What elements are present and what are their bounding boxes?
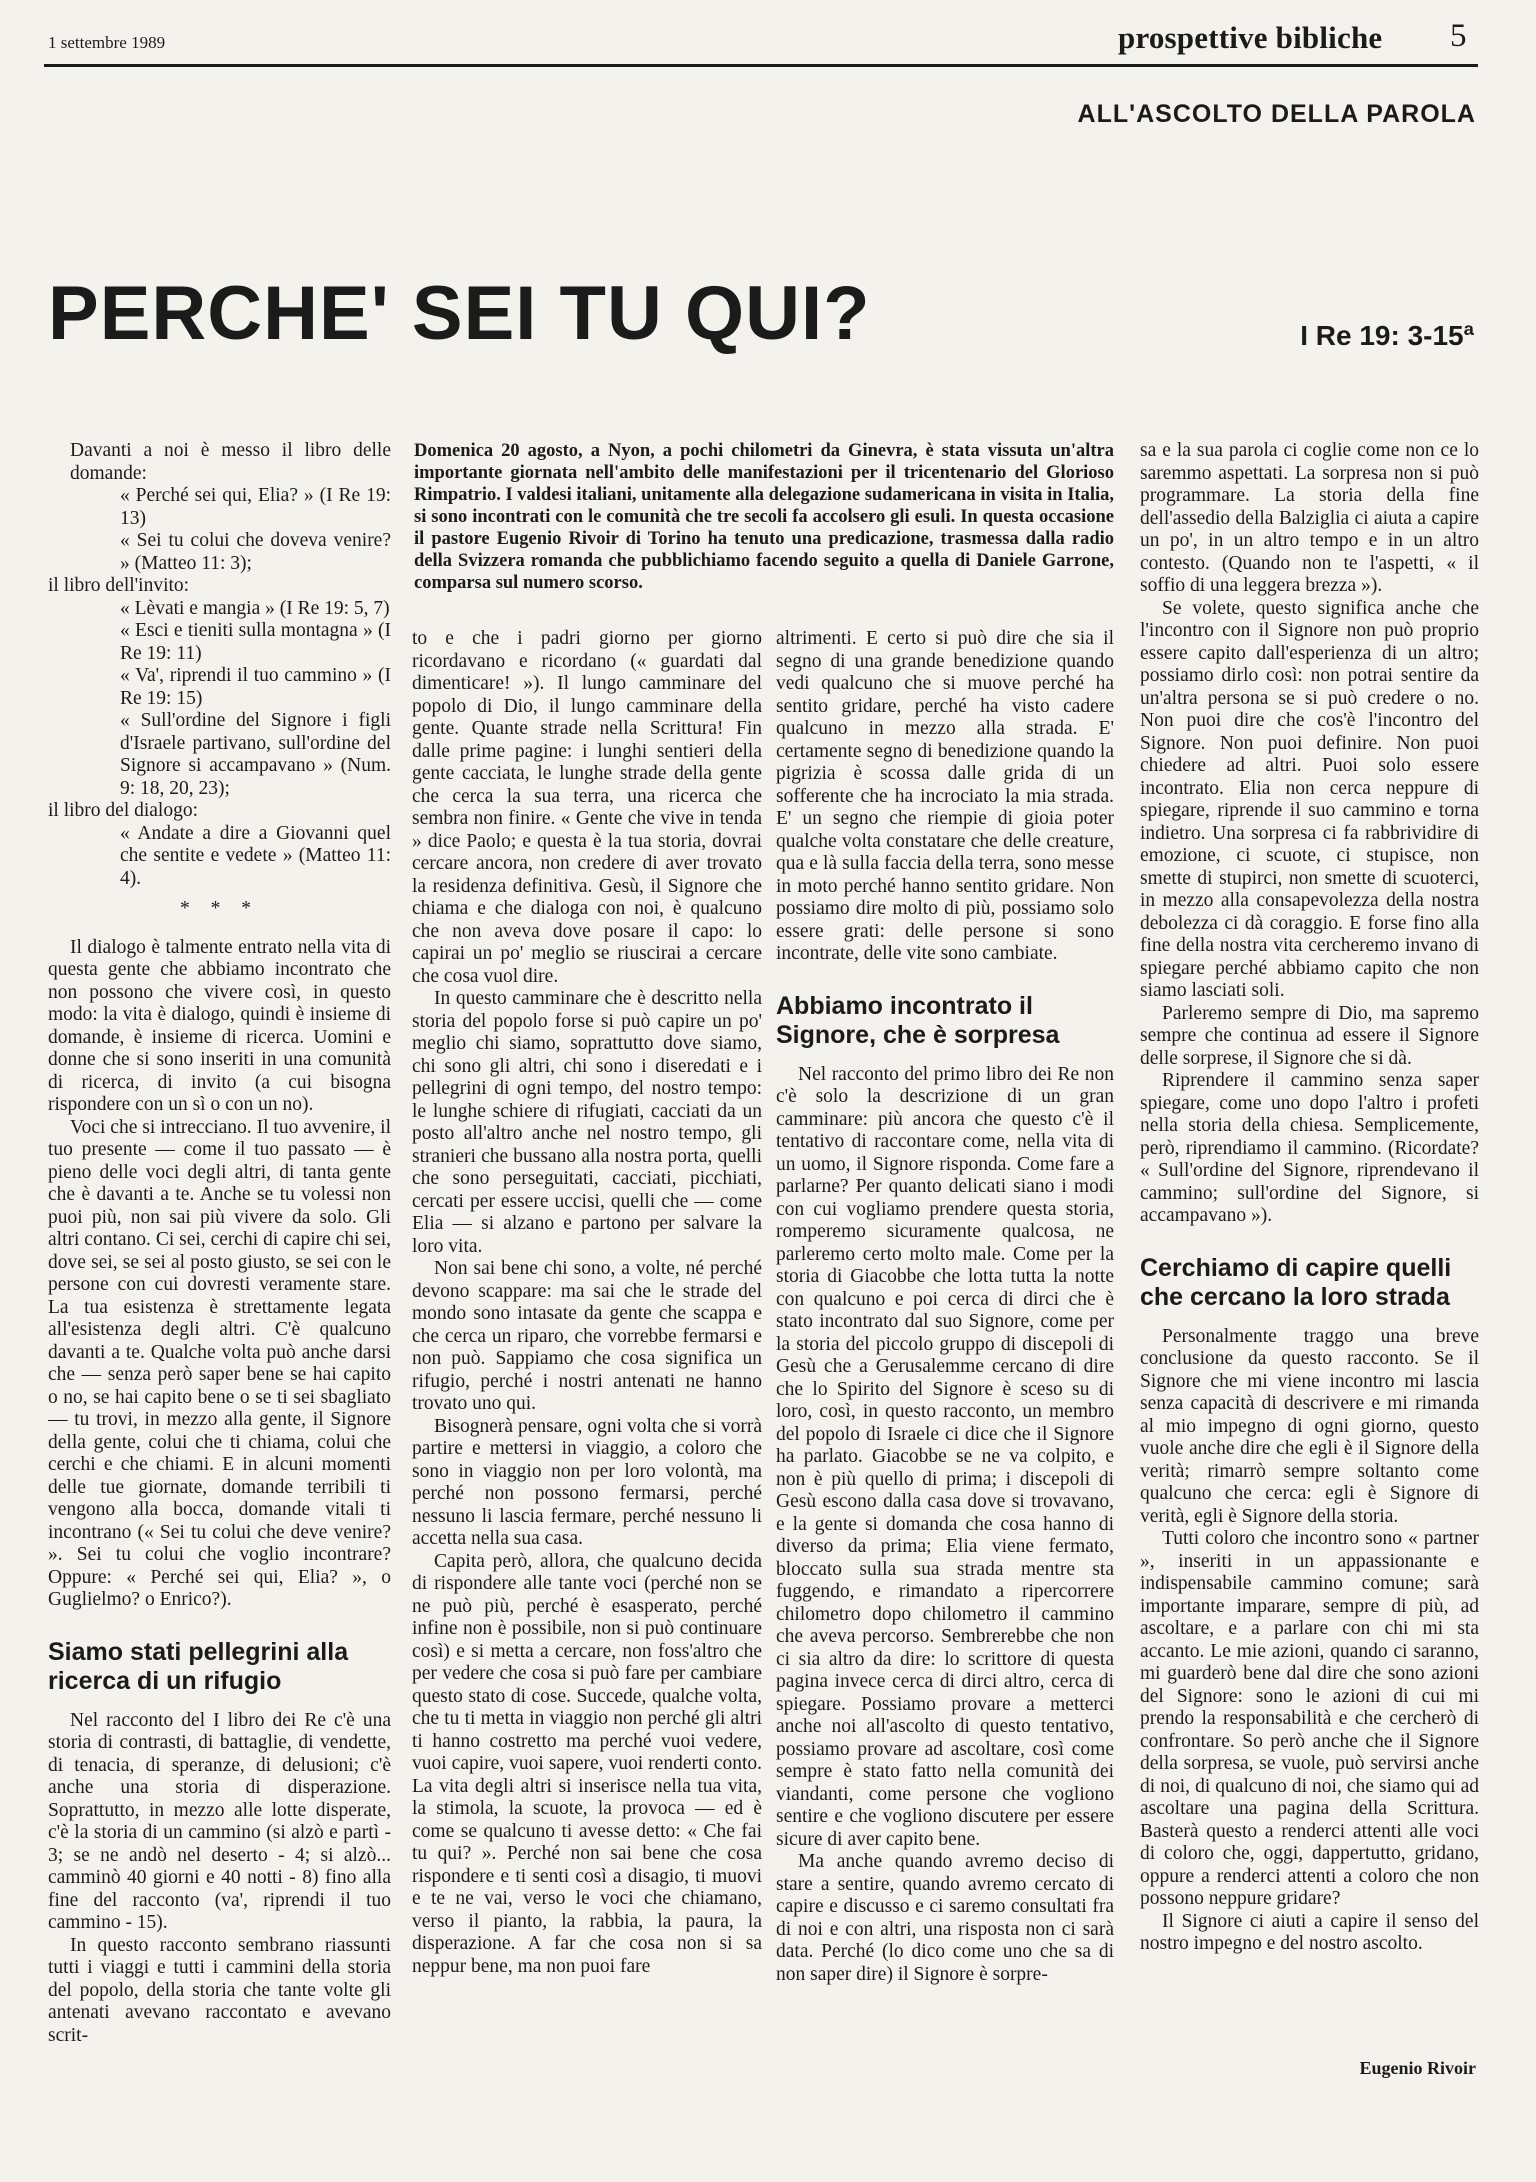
subheading: Abbiamo incontrato il Signore, che è sorpresa	[776, 991, 1060, 1049]
quote: « Sei tu colui che doveva venire? » (Matteo 11: 3);	[120, 530, 391, 574]
paragraph: Riprendere il cammino senza saper spiegare, come uno dopo l'altro i profeti nella storia della chiesa. Semplicemente, però, riprendiamo il cammino. (Ricordate? « Sull'ordine del Signore, riprendevano il cammino; sull'ordine del Signore, si accampavano »).	[1140, 1070, 1479, 1226]
paragraph: sa e la sua parola ci coglie come non ce lo saremmo aspettati. La sorpresa non si può programmare. La storia della fine dell'assedio della Balziglia ci aiuta a capire un po', in un altro tempo e in un altro contesto. (Quando non te l'aspetti, « il soffio di una leggera brezza »).	[1140, 440, 1479, 596]
paragraph: Personalmente traggo una breve conclusione da questo racconto. Se il Signore che mi viene incontro mi lascia senza capacità di descrivere e mi rimanda al mio impegno di ogni giorno, questo vuole anche dire che egli è il Signore della verità; rimarrò sempre soltanto come qualcuno che cerca: egli è Signore di verità, egli è Signore della storia.	[1140, 1325, 1479, 1527]
quote: « Va', riprendi il tuo cammino » (I Re 19: 15)	[120, 665, 391, 709]
quote: « Andate a dire a Giovanni quel che sentite e vedete » (Matteo 11: 4).	[120, 822, 391, 889]
paragraph: Non sai bene chi sono, a volte, né perché devono scappare: ma sai che le strade del mondo sono intasate da gente che scappa e che cerca un riparo, che vorrebbe fermarsi e non può. Sappiamo che cosa significa un rifugio, perché i nostri antenati ne hanno trovato uno qui.	[412, 1258, 762, 1414]
article-headline: PERCHE' SEI TU QUI?	[48, 271, 871, 356]
paragraph: Nel racconto del primo libro dei Re non c'è solo la descrizione di un gran camminare: più ancora che questo c'è il tentativo di raccontare come, nella vita di un uomo, il Signore risponda. Come fare a parlarne? Per quanto delicati siano i modi con cui vogliamo prendere questa storia, romperemo sicuramente qualcosa, ne parleremo certo molto male. Come per la storia di Giacobbe che lotta tutta la notte con qualcuno e poi cerca di dirci che è stato incontrato dal suo Signore, come per la storia del piccolo gruppo di discepoli di Gesù che a Gerusalemme cercano di dire che lo Spirito del Signore è sceso su di loro, così, in questo racconto, un membro del popolo di Israele ci dice che il Signore ha parlato. Giacobbe se ne va colpito, e non è più quello di prima; i discepoli di Gesù escono dalla casa dove si trovavano, e la gente si domanda che cosa hanno di diverso da prima; Elia viene fermato, bloccato sulla sua strada mentre sta fuggendo, e rimandato a ripercorrere chilometro dopo chilometro il cammino che aveva percorso. Sembrerebbe che non ci sia altro da dire: lo scrittore di questa pagina invece cerca di dirci altro, cerca di spiegare. Possiamo provare a metterci anche noi all'ascolto di questo tentativo, possiamo provare ad ascoltare, così come sempre è stato fatto nella comunità dei viandanti, come persone che vogliono sentire e che vogliono discutere per essere sicure di aver capito bene.	[776, 1063, 1114, 1850]
bible-reference: I Re 19: 3-15ª	[1300, 320, 1474, 351]
subheading: Cerchiamo di capire quelli che cercano la loro strada	[1140, 1253, 1452, 1311]
paragraph: Davanti a noi è messo il libro delle domande:	[70, 440, 391, 484]
column-1	[48, 440, 391, 2047]
author-signature: Eugenio Rivoir	[1359, 2058, 1476, 2078]
quote: « Esci e tieniti sulla montagna » (I Re 19: 11)	[120, 620, 391, 664]
subheading: Siamo stati pellegrini alla ricerca di un rifugio	[48, 1637, 349, 1695]
paragraph: Parleremo sempre di Dio, ma sapremo sempre che continua ad essere il Signore delle sorprese, il Signore che si dà.	[1140, 1002, 1479, 1069]
paragraph: il libro dell'invito:	[48, 575, 190, 596]
paragraph: Il dialogo è talmente entrato nella vita di questa gente che abbiamo incontrato che non possono che vivere così, in questo modo: la vita è dialogo, quindi è insieme di domande, è insieme di ricerca. Uomini e donne che si sono inseriti in una comunità di ricerca, di invito (a cui bisogna rispondere con un sì o con un no).	[48, 936, 391, 1115]
quote: « Lèvati e mangia » (I Re 19: 5, 7)	[120, 597, 390, 619]
paragraph: Bisognerà pensare, ogni volta che si vorrà partire e mettersi in viaggio, a coloro che sono in viaggio non per loro volontà, ma perché non possono fermarsi, perché nessuno li lascia fermare, perché nessuno li accetta nella sua casa.	[412, 1415, 762, 1549]
column-4	[1140, 440, 1479, 1956]
paragraph: Tutti coloro che incontro sono « partner », inseriti in un appassionante e indispensabile cammino comune; sarà importante imparare, sempre di più, ad ascoltare, e a parlare con chi mi sta accanto. Le mie azioni, quando ci saranno, mi guarderò bene dal dire che sono azioni del Signore: sono le azioni di cui mi prendo la responsabilità e che cercherò di confrontare. So però anche che il Signore della sorpresa, se vuole, può servirsi anche di noi, di qualcuno di noi, che siamo qui ad ascoltare una pagina della Scrittura. Basterà questo a renderci attenti alle voci di coloro che, oggi, dappertutto, gridano, oppure a renderci attenti a coloro che non possono neppure gridare?	[1140, 1528, 1479, 1909]
paragraph: In questo camminare che è descritto nella storia del popolo forse si può capire un po' meglio chi siamo, soprattutto dove siamo, chi sono gli altri, chi sono i diseredati e i pellegrini di ogni tempo, del nostro tempo: le lunghe schiere di rifugiati, cacciati da un posto all'altro anche nel nostro tempo, gli stranieri che bussano alla nostra porta, quelli che sono perseguitati, cacciati, picchiati, cercati per essere uccisi, quelli che — come Elia — si alzano e partono per salvare la loro vita.	[412, 988, 762, 1257]
paragraph: In questo racconto sembrano riassunti tutti i viaggi e tutti i cammini della storia del popolo, della storia che tante volte gli antenati avevano raccontato e avevano scrit-	[48, 1934, 391, 2046]
paragraph: Il Signore ci aiuti a capire il senso del nostro impegno e del nostro ascolto.	[1140, 1910, 1479, 1954]
paragraph: altrimenti. E certo si può dire che sia il segno di una grande benedizione quando vedi qualcuno che si muove perché ha sentito gridare, perché ha visto cadere qualcuno in mezzo alla strada. E' certamente segno di benedizione quando la pigrizia è scossa dalle grida di un sofferente che ha incrociato la mia strada. E' un segno che riempie di gioia poter qualche volta constatare che delle creature, qua e là sulla faccia della terra, sono messe in moto perché hanno sentito gridare. Non possiamo dire molto di più, possiamo solo essere grati: delle persone si sono incontrate, delle vite sono cambiate.	[776, 628, 1114, 964]
page-number: 5	[1450, 18, 1467, 54]
section-title: ALL'ASCOLTO DELLA PAROLA	[1077, 100, 1476, 128]
issue-date: 1 settembre 1989	[48, 33, 166, 52]
paragraph: to e che i padri giorno per giorno ricordavano e ricordano (« guardati dal dimenticare! »). Il lungo camminare del popolo di Dio, il lungo camminare della gente. Quante strade nella Scrittura! Fin dalle prime pagine: i lunghi sentieri della gente cacciata, le lunghe strade della gente che cerca la sua terra, una ricerca che sembra non finire. « Gente che vive in tenda » dice Paolo; e questa è la tua storia, dovrai cercare ancora, non credere di aver trovato la residenza definitiva. Gesù, il Signore che chiama e che dialoga con noi, è qualcuno che non aveva dove posare il capo: lo capirai un po' meglio se riuscirai a cercare che cosa vuol dire.	[412, 628, 762, 987]
article-lead: Domenica 20 agosto, a Nyon, a pochi chilometri da Ginevra, è stata vissuta un'altra importante giornata nell'ambito delle manifestazioni per il tricentenario del Glorioso Rimpatrio. I valdesi italiani, unitamente alla delegazione sudamericana in visita in Italia, si sono incontrati con le comunità che tre secoli fa accolsero gli esuli. In questa occasione il pastore Eugenio Rivoir di Torino ha tenuto una predicazione, trasmessa dalla radio della Svizzera romanda che pubblichiamo facendo seguito a quella di Daniele Garrone, comparsa sul numero scorso.	[414, 441, 1114, 593]
column-3	[776, 628, 1114, 1986]
paragraph: Nel racconto del I libro dei Re c'è una storia di contrasti, di battaglie, di vendette, di tenacia, di speranze, di delusioni; c'è anche una storia di disperazione. Soprattutto, in mezzo alle lotte disperate, c'è la storia di un cammino (si alzò e partì - 3; se ne andò nel deserto - 4; si alzò... camminò 40 giorni e 40 notti - 8) fino alla fine del racconto (va', riprendi il tuo cammino - 15).	[48, 1709, 391, 1933]
section-separator: * * *	[180, 898, 259, 919]
header-rule	[44, 64, 1478, 67]
paragraph: Voci che si intrecciano. Il tuo avvenire, il tuo presente — come il tuo passato — è pieno delle voci degli altri, di tanta gente che è davanti a te. Anche se tu volessi non puoi più, non sai più vivere da solo. Gli altri contano. Ci sei, cerchi di capire chi sei, dove sei, se sei al posto giusto, se sei con le persone con cui dovresti veramente stare. La tua esistenza è strettamente legata all'esistenza degli altri. C'è qualcuno davanti a te. Qualche volta può anche darsi che — senza però saper bene se hai capito o no, se hai capito bene o se ti sei sbagliato — tu trovi, in mezzo alla gente, il Signore della gente, colui che ti chiama, colui che cerchi e che chiami. E in alcuni momenti delle tue giornate, domande terribili ti vengono alla bocca, domande vitali ti incontrano (« Sei tu colui che deve venire? ». Sei tu colui che voglio incontrare? Oppure: « Perché sei qui, Elia? », o Guglielmo? o Enrico?).	[48, 1116, 391, 1610]
paragraph: Ma anche quando avremo deciso di stare a sentire, quando avremo cercato di capire e discusso e ci saremo consultati fra di noi e con altri, una risposta non ci sarà data. Perché (lo dico come uno che sa di non saper dire) il Signore è sorpre-	[776, 1851, 1114, 1985]
paragraph: Capita però, allora, che qualcuno decida di rispondere alle tante voci (perché non se ne può più, perché è esasperato, perché infine non è possibile, non si può continuare così) e si metta a cercare, non foss'altro che per vedere che cosa si può fare per cambiare questo stato di cose. Succede, qualche volta, che tu ti metta in viaggio non perché gli altri ti hanno costretto ma perché vuoi vedere, vuoi capire, vuoi sapere, vuoi renderti conto. La vita degli altri si inserisce nella tua vita, la stimola, la scuote, la provoca — ed è come se qualcuno ti avesse detto: « Che fai tu qui? ». Perché non sai bene che cosa rispondere e ti senti così a disagio, ti muovi e te ne vai, verso le voci che chiamano, verso il pianto, la rabbia, la paura, la disperazione. A far che cosa non si sa neppur bene, ma non puoi fare	[412, 1550, 762, 1977]
paragraph: il libro del dialogo:	[48, 800, 199, 821]
quote: « Perché sei qui, Elia? » (I Re 19: 13)	[120, 485, 391, 529]
column-2	[412, 628, 762, 1978]
paragraph: Se volete, questo significa anche che l'incontro con il Signore non può proprio essere capito dall'esperienza di un altro; possiamo dirlo così: non potrai sentire da un'altra persona se si può credere o no. Non puoi dire che cos'è l'incontro del Signore. Non puoi definire. Non puoi chiedere ad altri. Puoi solo essere incontrato. Elia non cerca neppure di spiegare, riprende il suo cammino e torna indietro. Una sorpresa ci fa rabbrividire di emozione, ci scuote, ci stupisce, non smette di stupirci, non smette di scuoterci, in mezzo alla consapevolezza della nostra debolezza ci dà coraggio. E forse fino alla fine della nostra vita cercheremo invano di spiegare perché abbiamo capito che non siamo lasciati soli.	[1140, 597, 1479, 1001]
journal-title: prospettive bibliche	[1118, 20, 1383, 55]
quote: « Sull'ordine del Signore i figli d'Israele partivano, sull'ordine del Signore si accampavano » (Num. 9: 18, 20, 23);	[120, 710, 391, 799]
